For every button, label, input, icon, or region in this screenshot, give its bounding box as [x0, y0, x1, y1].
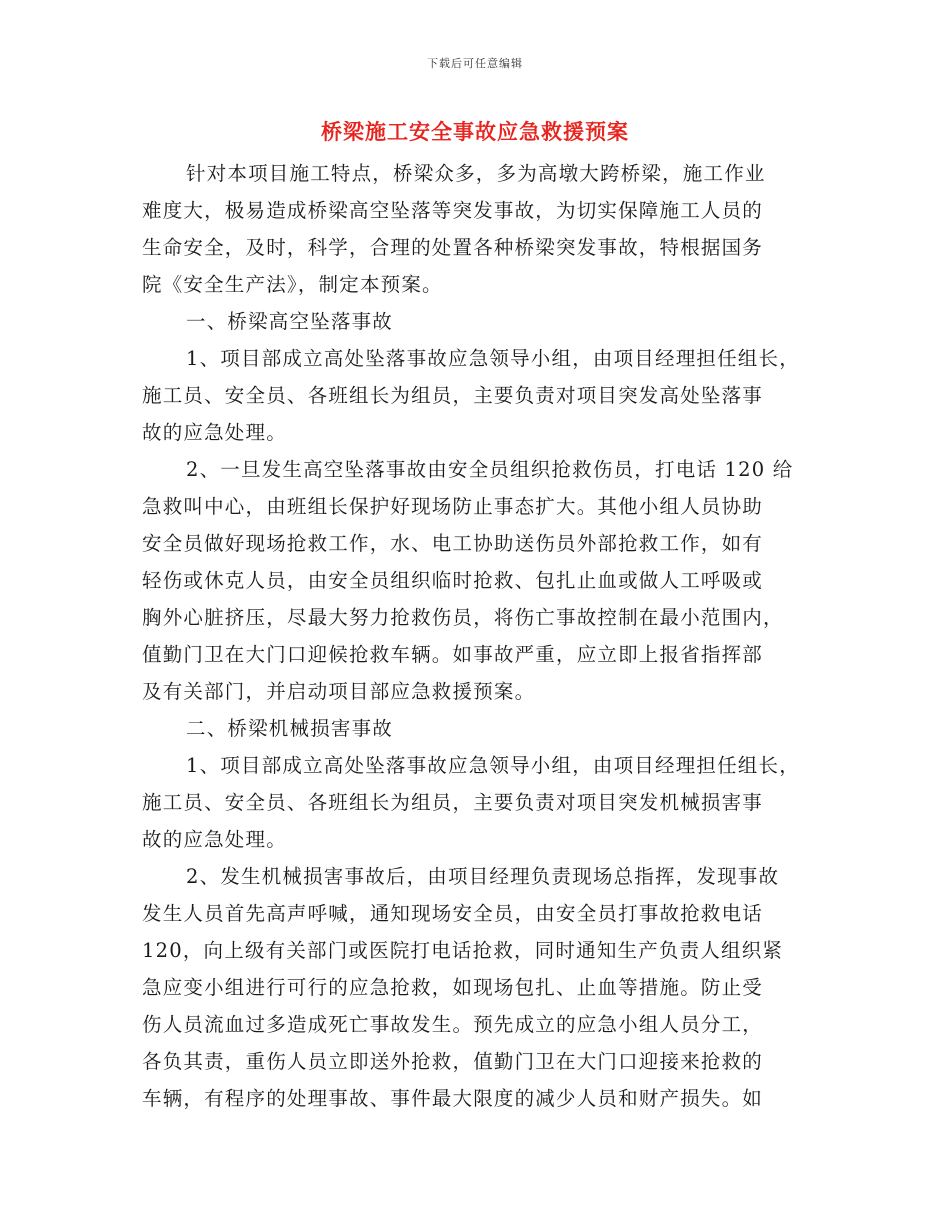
body-line: 轻伤或休克人员，由安全员组织临时抢救、包扎止血或做人工呼吸或 [142, 569, 764, 592]
body-line: 2、一旦发生高空坠落事故由安全员组织抢救伤员，打电话 120 给 [186, 458, 794, 481]
body-line: 急救叫中心，由班组长保护好现场防止事态扩大。其他小组人员协助 [142, 495, 764, 518]
body-line: 伤人员流血过多造成死亡事故发生。预先成立的应急小组人员分工， [142, 1013, 764, 1036]
body-line: 2、发生机械损害事故后，由项目经理负责现场总指挥，发现事故 [186, 865, 780, 888]
body-line: 急应变小组进行可行的应急抢救，如现场包扎、止血等措施。防止受 [142, 976, 764, 999]
header-note: 下载后可任意编辑 [427, 57, 523, 70]
body-line: 难度大，极易造成桥梁高空坠落等突发事故，为切实保障施工人员的 [142, 199, 764, 222]
body-line: 车辆，有程序的处理事故、事件最大限度的减少人员和财产损失。如 [142, 1087, 764, 1110]
body-line: 故的应急处理。 [142, 828, 287, 851]
body-line: 安全员做好现场抢救工作，水、电工协助送伤员外部抢救工作，如有 [142, 532, 764, 555]
body-line: 生命安全，及时，科学，合理的处置各种桥梁突发事故，特根据国务 [142, 236, 764, 259]
document-body [142, 155, 822, 1117]
body-line: 1、项目部成立高处坠落事故应急领导小组，由项目经理担任组长， [186, 754, 800, 777]
body-line: 120，向上级有关部门或医院打电话抢救，同时通知生产负责人组织紧 [142, 939, 784, 962]
body-line: 一、桥梁高空坠落事故 [186, 310, 394, 333]
body-line: 及有关部门，并启动项目部应急救援预案。 [142, 680, 536, 703]
body-line: 施工员、安全员、各班组长为组员，主要负责对项目突发高处坠落事 [142, 384, 764, 407]
body-line: 值勤门卫在大门口迎候抢救车辆。如事故严重，应立即上报省指挥部 [142, 643, 764, 666]
body-line: 故的应急处理。 [142, 421, 287, 444]
body-line: 各负其责，重伤人员立即送外抢救，值勤门卫在大门口迎接来抢救的 [142, 1050, 764, 1073]
body-line: 胸外心脏挤压，尽最大努力抢救伤员，将伤亡事故控制在最小范围内， [142, 606, 784, 629]
document-title: 桥梁施工安全事故应急救援预案 [321, 119, 629, 144]
body-line: 二、桥梁机械损害事故 [186, 717, 394, 740]
body-line: 院《安全生产法》，制定本预案。 [142, 273, 443, 296]
body-line: 发生人员首先高声呼喊，通知现场安全员，由安全员打事故抢救电话 [142, 902, 764, 925]
body-line: 施工员、安全员、各班组长为组员，主要负责对项目突发机械损害事 [142, 791, 764, 814]
body-line: 1、项目部成立高处坠落事故应急领导小组，由项目经理担任组长， [186, 347, 800, 370]
body-line: 针对本项目施工特点，桥梁众多，多为高墩大跨桥梁，施工作业 [186, 162, 766, 185]
